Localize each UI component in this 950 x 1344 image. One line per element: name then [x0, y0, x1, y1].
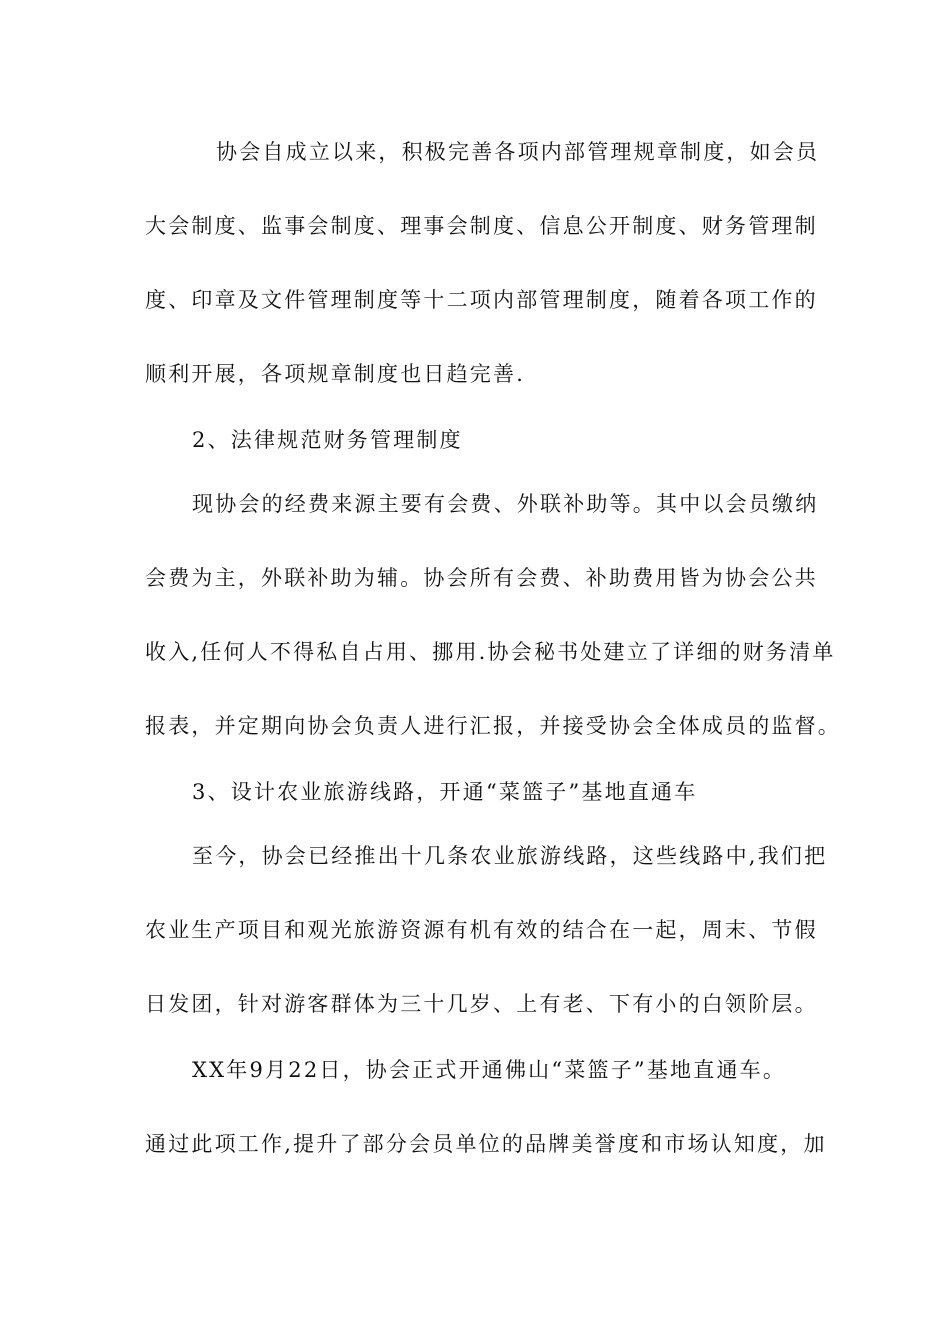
paragraph-line: XX年9月22日，协会正式开通佛山“菜篮子”基地直通车。 [192, 1058, 787, 1082]
paragraph-line: 农业生产项目和观光旅游资源有机有效的结合在一起，周末、节假 [145, 918, 818, 942]
paragraph-line: 会费为主，外联补助为辅。协会所有会费、补助费用皆为协会公共 [145, 566, 818, 590]
paragraph-line: 通过此项工作,提升了部分会员单位的品牌美誉度和市场认知度，加 [145, 1132, 827, 1156]
paragraph-line: 现协会的经费来源主要有会费、外联补助等。其中以会员缴纳 [192, 492, 819, 516]
paragraph-line: 报表，并定期向协会负责人进行汇报，并接受协会全体成员的监督。 [145, 714, 841, 738]
paragraph-line: 至今，协会已经推出十几条农业旅游线路，这些线路中,我们把 [192, 844, 828, 868]
paragraph-line: 收入,任何人不得私自占用、挪用.协会秘书处建立了详细的财务清单 [145, 640, 836, 664]
paragraph-line: 大会制度、监事会制度、理事会制度、信息公开制度、财务管理制 [145, 214, 818, 238]
section-heading: 2、法律规范财务管理制度 [192, 428, 463, 452]
paragraph-line: 协会自成立以来，积极完善各项内部管理规章制度，如会员 [216, 140, 820, 164]
paragraph-line: 顺利开展，各项规章制度也日趋完善. [145, 362, 526, 386]
paragraph-line: 日发团，针对游客群体为三十几岁、上有老、下有小的白领阶层。 [145, 992, 818, 1016]
paragraph-line: 度、印章及文件管理制度等十二项内部管理制度，随着各项工作的 [145, 288, 818, 312]
section-heading: 3、设计农业旅游线路，开通“菜篮子”基地直通车 [192, 780, 698, 804]
